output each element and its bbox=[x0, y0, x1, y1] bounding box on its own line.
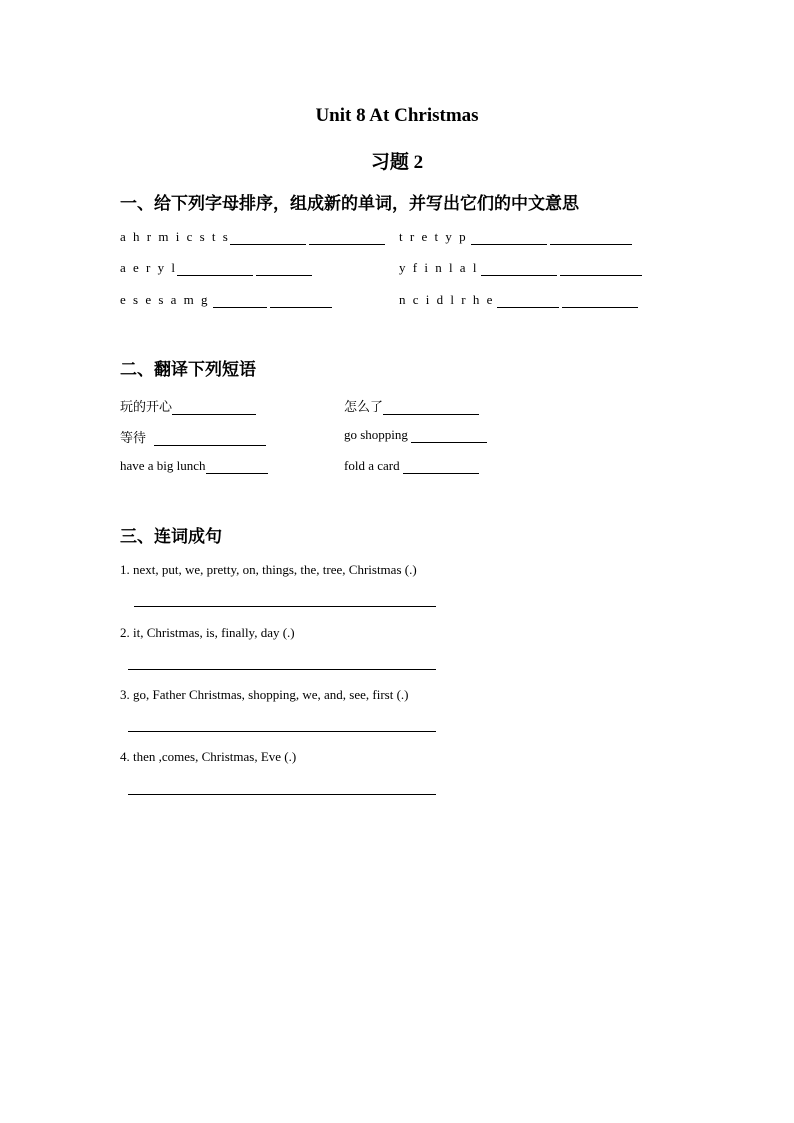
sentence-answer-line-2[interactable] bbox=[128, 669, 436, 670]
phrase-item-3 bbox=[120, 427, 266, 446]
page-subtitle: 习题 2 bbox=[370, 152, 424, 173]
answer-blank-word[interactable] bbox=[230, 232, 306, 245]
answer-blank-meaning[interactable] bbox=[309, 232, 385, 245]
section-1-heading: 一、给下列字母排序，组成新的单词，并写出它们的中文意思 bbox=[120, 194, 579, 213]
phrase-text: have a big lunch bbox=[120, 458, 206, 473]
translation-blank[interactable] bbox=[383, 402, 479, 415]
phrase-text: 等待 bbox=[120, 430, 147, 445]
scramble-item-5 bbox=[120, 292, 332, 308]
phrase-item-6 bbox=[344, 458, 479, 474]
section-2-heading: 二、翻译下列短语 bbox=[120, 360, 256, 379]
scrambled-letters: t r e t y p bbox=[399, 229, 468, 244]
translation-blank[interactable] bbox=[172, 402, 256, 415]
translation-blank[interactable] bbox=[206, 461, 268, 474]
scramble-item-1 bbox=[120, 229, 385, 245]
answer-blank-meaning[interactable] bbox=[560, 263, 642, 276]
scrambled-letters: a e r y l bbox=[120, 260, 177, 275]
scrambled-letters: e s e s a m g bbox=[120, 292, 210, 307]
scrambled-letters: y f i n l a l bbox=[399, 260, 479, 275]
answer-blank-meaning[interactable] bbox=[256, 263, 312, 276]
scramble-item-3 bbox=[120, 260, 312, 276]
answer-blank-word[interactable] bbox=[497, 295, 559, 308]
translation-blank[interactable] bbox=[403, 461, 479, 474]
answer-blank-word[interactable] bbox=[471, 232, 547, 245]
sentence-question-1: 1. next, put, we, pretty, on, things, the, tree, Christmas (.) bbox=[120, 562, 417, 577]
answer-blank-meaning[interactable] bbox=[562, 295, 638, 308]
sentence-question-3: 3. go, Father Christmas, shopping, we, and, see, first (.) bbox=[120, 687, 409, 702]
phrase-item-4 bbox=[344, 427, 487, 443]
scrambled-letters: n c i d l r h e bbox=[399, 292, 495, 307]
phrase-text: 玩的开心 bbox=[120, 399, 173, 414]
sentence-question-4: 4. then ,comes, Christmas, Eve (.) bbox=[120, 749, 297, 764]
sentence-answer-line-3[interactable] bbox=[128, 731, 436, 732]
sentence-answer-line-1[interactable] bbox=[134, 606, 436, 607]
translation-blank[interactable] bbox=[154, 433, 266, 446]
sentence-question-2: 2. it, Christmas, is, finally, day (.) bbox=[120, 625, 295, 640]
scramble-item-2 bbox=[399, 229, 632, 245]
phrase-text: 怎么了 bbox=[344, 399, 384, 414]
phrase-text: go shopping bbox=[344, 427, 408, 442]
phrase-item-2 bbox=[344, 396, 479, 415]
answer-blank-word[interactable] bbox=[213, 295, 267, 308]
scramble-item-4 bbox=[399, 260, 642, 276]
scramble-item-6 bbox=[399, 292, 638, 308]
translation-blank[interactable] bbox=[411, 430, 487, 443]
answer-blank-word[interactable] bbox=[481, 263, 557, 276]
scrambled-letters: a h r m i c s t s bbox=[120, 229, 230, 244]
phrase-item-1 bbox=[120, 396, 256, 415]
answer-blank-meaning[interactable] bbox=[270, 295, 332, 308]
phrase-item-5 bbox=[120, 458, 268, 474]
answer-blank-meaning[interactable] bbox=[550, 232, 632, 245]
page-title: Unit 8 At Christmas bbox=[315, 105, 479, 126]
answer-blank-word[interactable] bbox=[177, 263, 253, 276]
section-3-heading: 三、连词成句 bbox=[120, 527, 222, 546]
phrase-text: fold a card bbox=[344, 458, 400, 473]
sentence-answer-line-4[interactable] bbox=[128, 794, 436, 795]
